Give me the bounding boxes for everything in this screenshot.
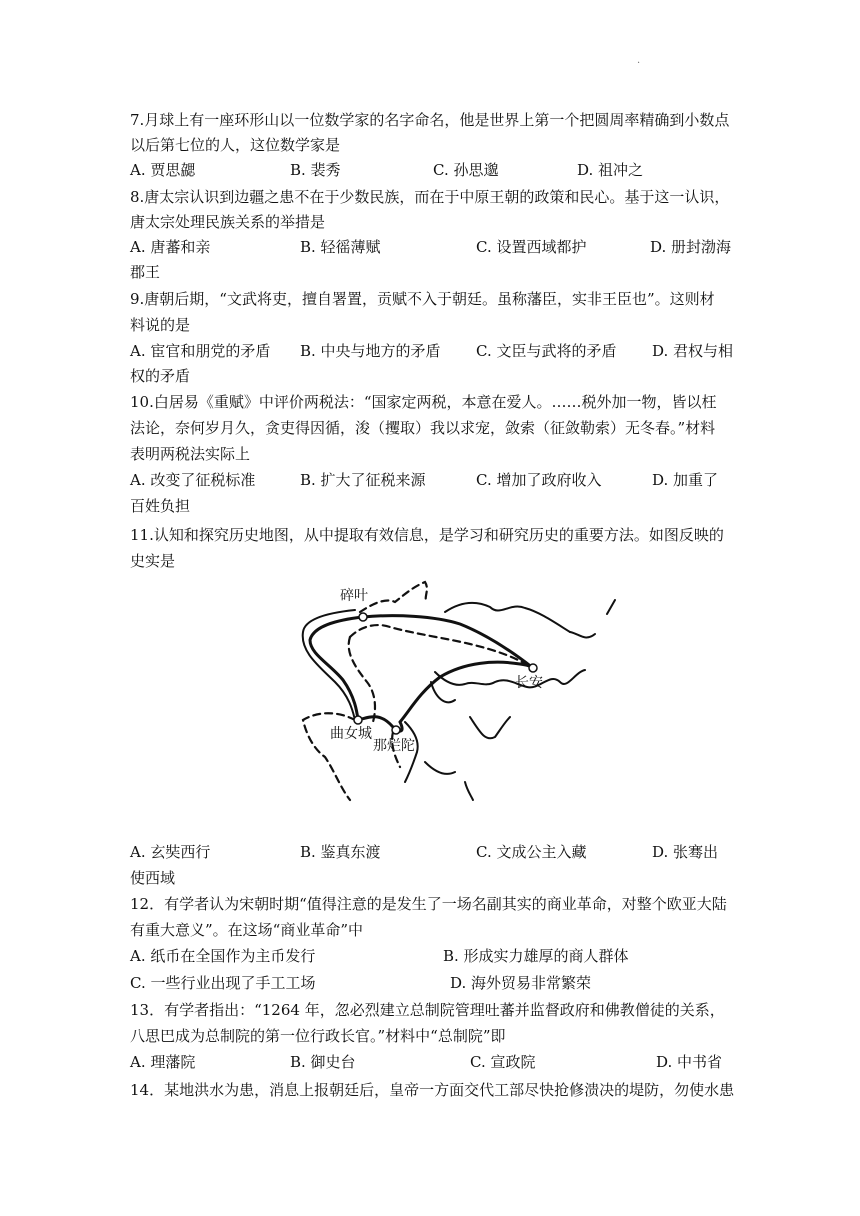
map-coast-south-2 — [431, 682, 510, 738]
q9-option-d: D. 君权与相 — [652, 342, 734, 360]
q9-stem-line-1: 9.唐朝后期，“文武将吏，擅自署置，贡赋不入于朝廷。虽称藩臣，实非王臣也”。这则材 — [130, 290, 715, 308]
city-marker-changan — [529, 664, 537, 672]
q9-option-c: C. 文臣与武将的矛盾 — [476, 342, 617, 360]
q10-stem-line-1: 10.白居易《重赋》中评价两税法：“国家定两税，本意在爱人。……税外加一物，皆以枉 — [130, 393, 717, 411]
q10-stem-line-2: 法论，奈何岁月久，贪吏得因循，浚（攫取）我以求宠，敛索（征敛勒索）无冬春。”材料 — [130, 419, 716, 437]
q10-option-a: A. 改变了征税标准 — [130, 471, 256, 489]
q9-option-b: B. 中央与地方的矛盾 — [300, 342, 441, 360]
q12-option-b: B. 形成实力雄厚的商人群体 — [443, 947, 629, 965]
q13-option-b: B. 御史台 — [290, 1053, 356, 1071]
q10-option-b: B. 扩大了征税来源 — [300, 471, 426, 489]
map-label-changan: 长安 — [515, 675, 543, 691]
q8-option-d-continued: 郡王 — [130, 263, 161, 281]
map-coast-south — [435, 670, 585, 687]
map-coast-far-south — [465, 782, 473, 800]
q11-stem-line-1: 11.认知和探究历史地图，从中提取有效信息，是学习和研究历史的重要方法。如图反映的 — [130, 526, 724, 544]
map-label-qunucheng: 曲女城 — [330, 726, 372, 742]
q11-option-b: B. 鉴真东渡 — [300, 843, 381, 861]
q8-option-b: B. 轻徭薄赋 — [300, 238, 381, 256]
q13-stem-line-2: 八思巴成为总制院的第一位行政长官。”材料中“总制院”即 — [130, 1027, 506, 1045]
q10-option-c: C. 增加了政府收入 — [476, 471, 602, 489]
q8-option-d: D. 册封渤海 — [650, 238, 732, 256]
map-coast-east — [570, 600, 615, 637]
q10-stem-line-3: 表明两税法实际上 — [130, 445, 251, 463]
header-mark: · — [637, 58, 641, 69]
map-boundary-line-east — [445, 603, 570, 632]
q7-stem-line-2: 以后第七位的人，这位数学家是 — [130, 136, 341, 154]
q12-stem-line-2: 有重大意义”。在这场“商业革命”中 — [130, 921, 364, 939]
q11-option-d-continued: 使西域 — [130, 869, 176, 887]
q13-option-a: A. 理藩院 — [130, 1053, 196, 1071]
map-label-nalanda: 那烂陀 — [373, 738, 415, 754]
q7-stem-line-1: 7.月球上有一座环形山以一位数学家的名字命名，他是世界上第一个把圆周率精确到小数点 — [130, 111, 730, 129]
q13-stem-line-1: 13．有学者指出：“1264 年，忽必烈建立总制院管理吐蕃并监督政府和佛教僧徒的关系， — [130, 1001, 725, 1019]
q10-option-d-continued: 百姓负担 — [130, 497, 191, 515]
q8-option-a: A. 唐蕃和亲 — [130, 238, 211, 256]
historical-route-map — [295, 572, 625, 807]
dashed-boundary-north — [360, 582, 427, 612]
q8-option-c: C. 设置西域都护 — [476, 238, 587, 256]
q13-option-c: C. 宣政院 — [470, 1053, 536, 1071]
q7-option-d: D. 祖冲之 — [577, 161, 644, 179]
q11-option-a: A. 玄奘西行 — [130, 843, 211, 861]
q7-option-a: A. 贾思勰 — [130, 161, 196, 179]
q9-option-d-continued: 权的矛盾 — [130, 367, 191, 385]
q11-stem-line-2: 史实是 — [130, 552, 176, 570]
q8-stem-line-1: 8.唐太宗认识到边疆之患不在于少数民族，而在于中原王朝的政策和民心。基于这一认识， — [130, 188, 730, 206]
q8-stem-line-2: 唐太宗处理民族关系的举措是 — [130, 213, 326, 231]
city-marker-qunucheng — [354, 716, 362, 724]
q12-option-c: C. 一些行业出现了手工工场 — [130, 974, 316, 992]
q7-option-c: C. 孙思邈 — [433, 161, 499, 179]
q11-option-d: D. 张骞出 — [652, 843, 719, 861]
q12-stem-line-1: 12．有学者认为宋朝时期“值得注意的是发生了一场名副其实的商业革命，对整个欧亚大陆 — [130, 895, 727, 913]
city-marker-nalanda — [392, 726, 400, 734]
map-label-suiye: 碎叶 — [340, 588, 368, 604]
q14-stem-line-1: 14．某地洪水为患，消息上报朝廷后，皇帝一方面交代工部尽快抢修溃决的堤防，勿使水患 — [130, 1081, 735, 1099]
route-outbound-line — [310, 616, 533, 720]
q11-option-c: C. 文成公主入藏 — [476, 843, 587, 861]
q12-option-a: A. 纸币在全国作为主币发行 — [130, 947, 316, 965]
q9-stem-line-2: 料说的是 — [130, 316, 191, 334]
q7-option-b: B. 裴秀 — [290, 161, 341, 179]
city-marker-suiye — [359, 613, 367, 621]
q12-option-d: D. 海外贸易非常繁荣 — [450, 974, 592, 992]
q10-option-d: D. 加重了 — [652, 471, 719, 489]
q9-option-a: A. 宦官和朋党的矛盾 — [130, 342, 271, 360]
q13-option-d: D. 中书省 — [656, 1053, 723, 1071]
